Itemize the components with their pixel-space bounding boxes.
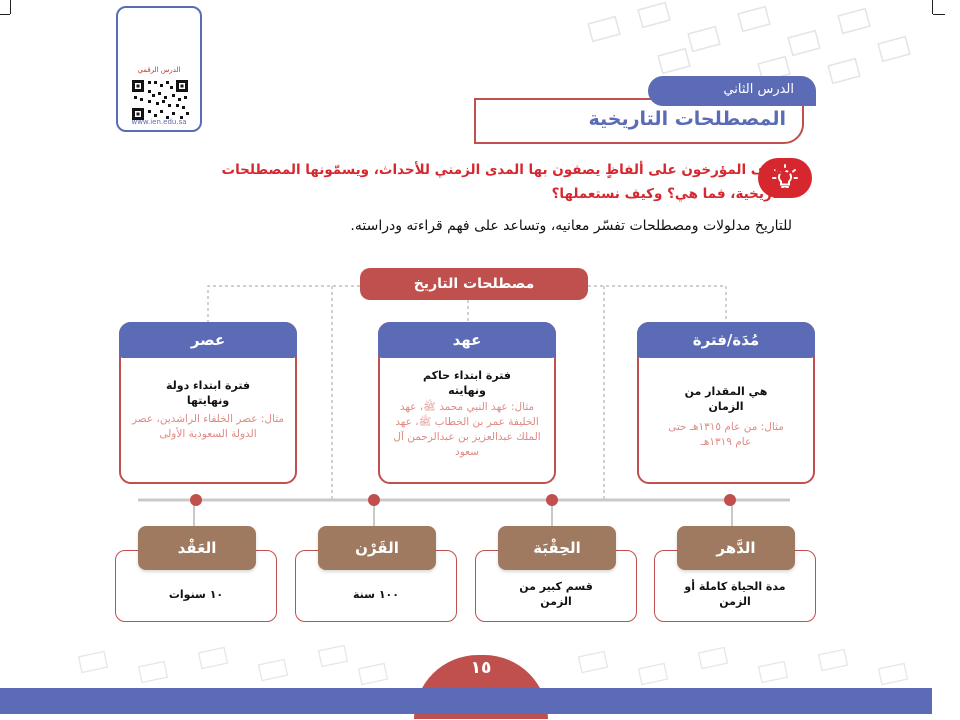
intro-text: للتاريخ مدلولات ومصطلحات تفسّر معانيه، وتساعد على فهم قراءته ودراسته. bbox=[350, 218, 792, 234]
term-card-title: عهد bbox=[378, 322, 556, 358]
term-pill-epoch: الحِقْبَة bbox=[498, 526, 616, 570]
lesson-number-tab: الدرس الثاني bbox=[648, 76, 816, 106]
term-pill-decade: العَقْد bbox=[138, 526, 256, 570]
timeline-dot bbox=[546, 494, 558, 506]
term-card-era bbox=[119, 322, 297, 484]
term-pill-century: القَرْن bbox=[318, 526, 436, 570]
term-small-definition: ١٠٠ سنة bbox=[353, 588, 399, 601]
term-small-definition: ١٠ سنوات bbox=[168, 588, 224, 601]
term-pill-eternity: الدَّهر bbox=[677, 526, 795, 570]
term-card-title: مُدَة/فترة bbox=[637, 322, 815, 358]
lesson-title: المصطلحات التاريخية bbox=[588, 108, 786, 130]
term-card-period bbox=[637, 322, 815, 484]
term-card-definition: فترة ابتداء حاكم ونهايته bbox=[423, 369, 511, 397]
term-card-example: مثال: عهد النبي محمد ﷺ، عهد الخليفة عمر بن الخطاب ﷺ، عهد الملك عبدالعزيز بن عبدالرحمن آل سعود bbox=[393, 401, 541, 458]
page-number: ١٥ bbox=[470, 658, 492, 678]
term-card-title: عصر bbox=[119, 322, 297, 358]
term-card-example: مثال: عصر الخلفاء الراشدين، عصر الدولة السعودية الأولى bbox=[131, 413, 285, 440]
digital-lesson-label: الدرس الرقمي bbox=[137, 66, 181, 74]
timeline-dot bbox=[724, 494, 736, 506]
timeline-dot bbox=[190, 494, 202, 506]
term-small-definition: قسم كبير من الزمن bbox=[519, 580, 593, 608]
main-term-box: مصطلحات التاريخ bbox=[360, 268, 588, 300]
digital-lesson-url[interactable]: www.ien.edu.sa bbox=[131, 118, 187, 126]
term-card-example: مثال: من عام ١٣١٥هـ حتى عام ١٣١٩هـ bbox=[668, 421, 784, 448]
term-small-definition: مدة الحياة كاملة أو الزمن bbox=[684, 580, 786, 608]
footer-bar bbox=[0, 688, 932, 714]
term-card-definition: فترة ابتداء دولة ونهايتها bbox=[165, 379, 251, 407]
timeline-dot bbox=[368, 494, 380, 506]
intro-question: تعارف المؤرخون على ألفاظٍ يصفون بها المدى الزمني للأحداث، ويسمّونها المصطلحات التاريخية، فما هي؟ وكيف نستعملها؟ bbox=[221, 162, 792, 202]
term-card-reign bbox=[378, 322, 556, 484]
term-card-definition: هي المقدار من الزمان bbox=[684, 385, 768, 413]
